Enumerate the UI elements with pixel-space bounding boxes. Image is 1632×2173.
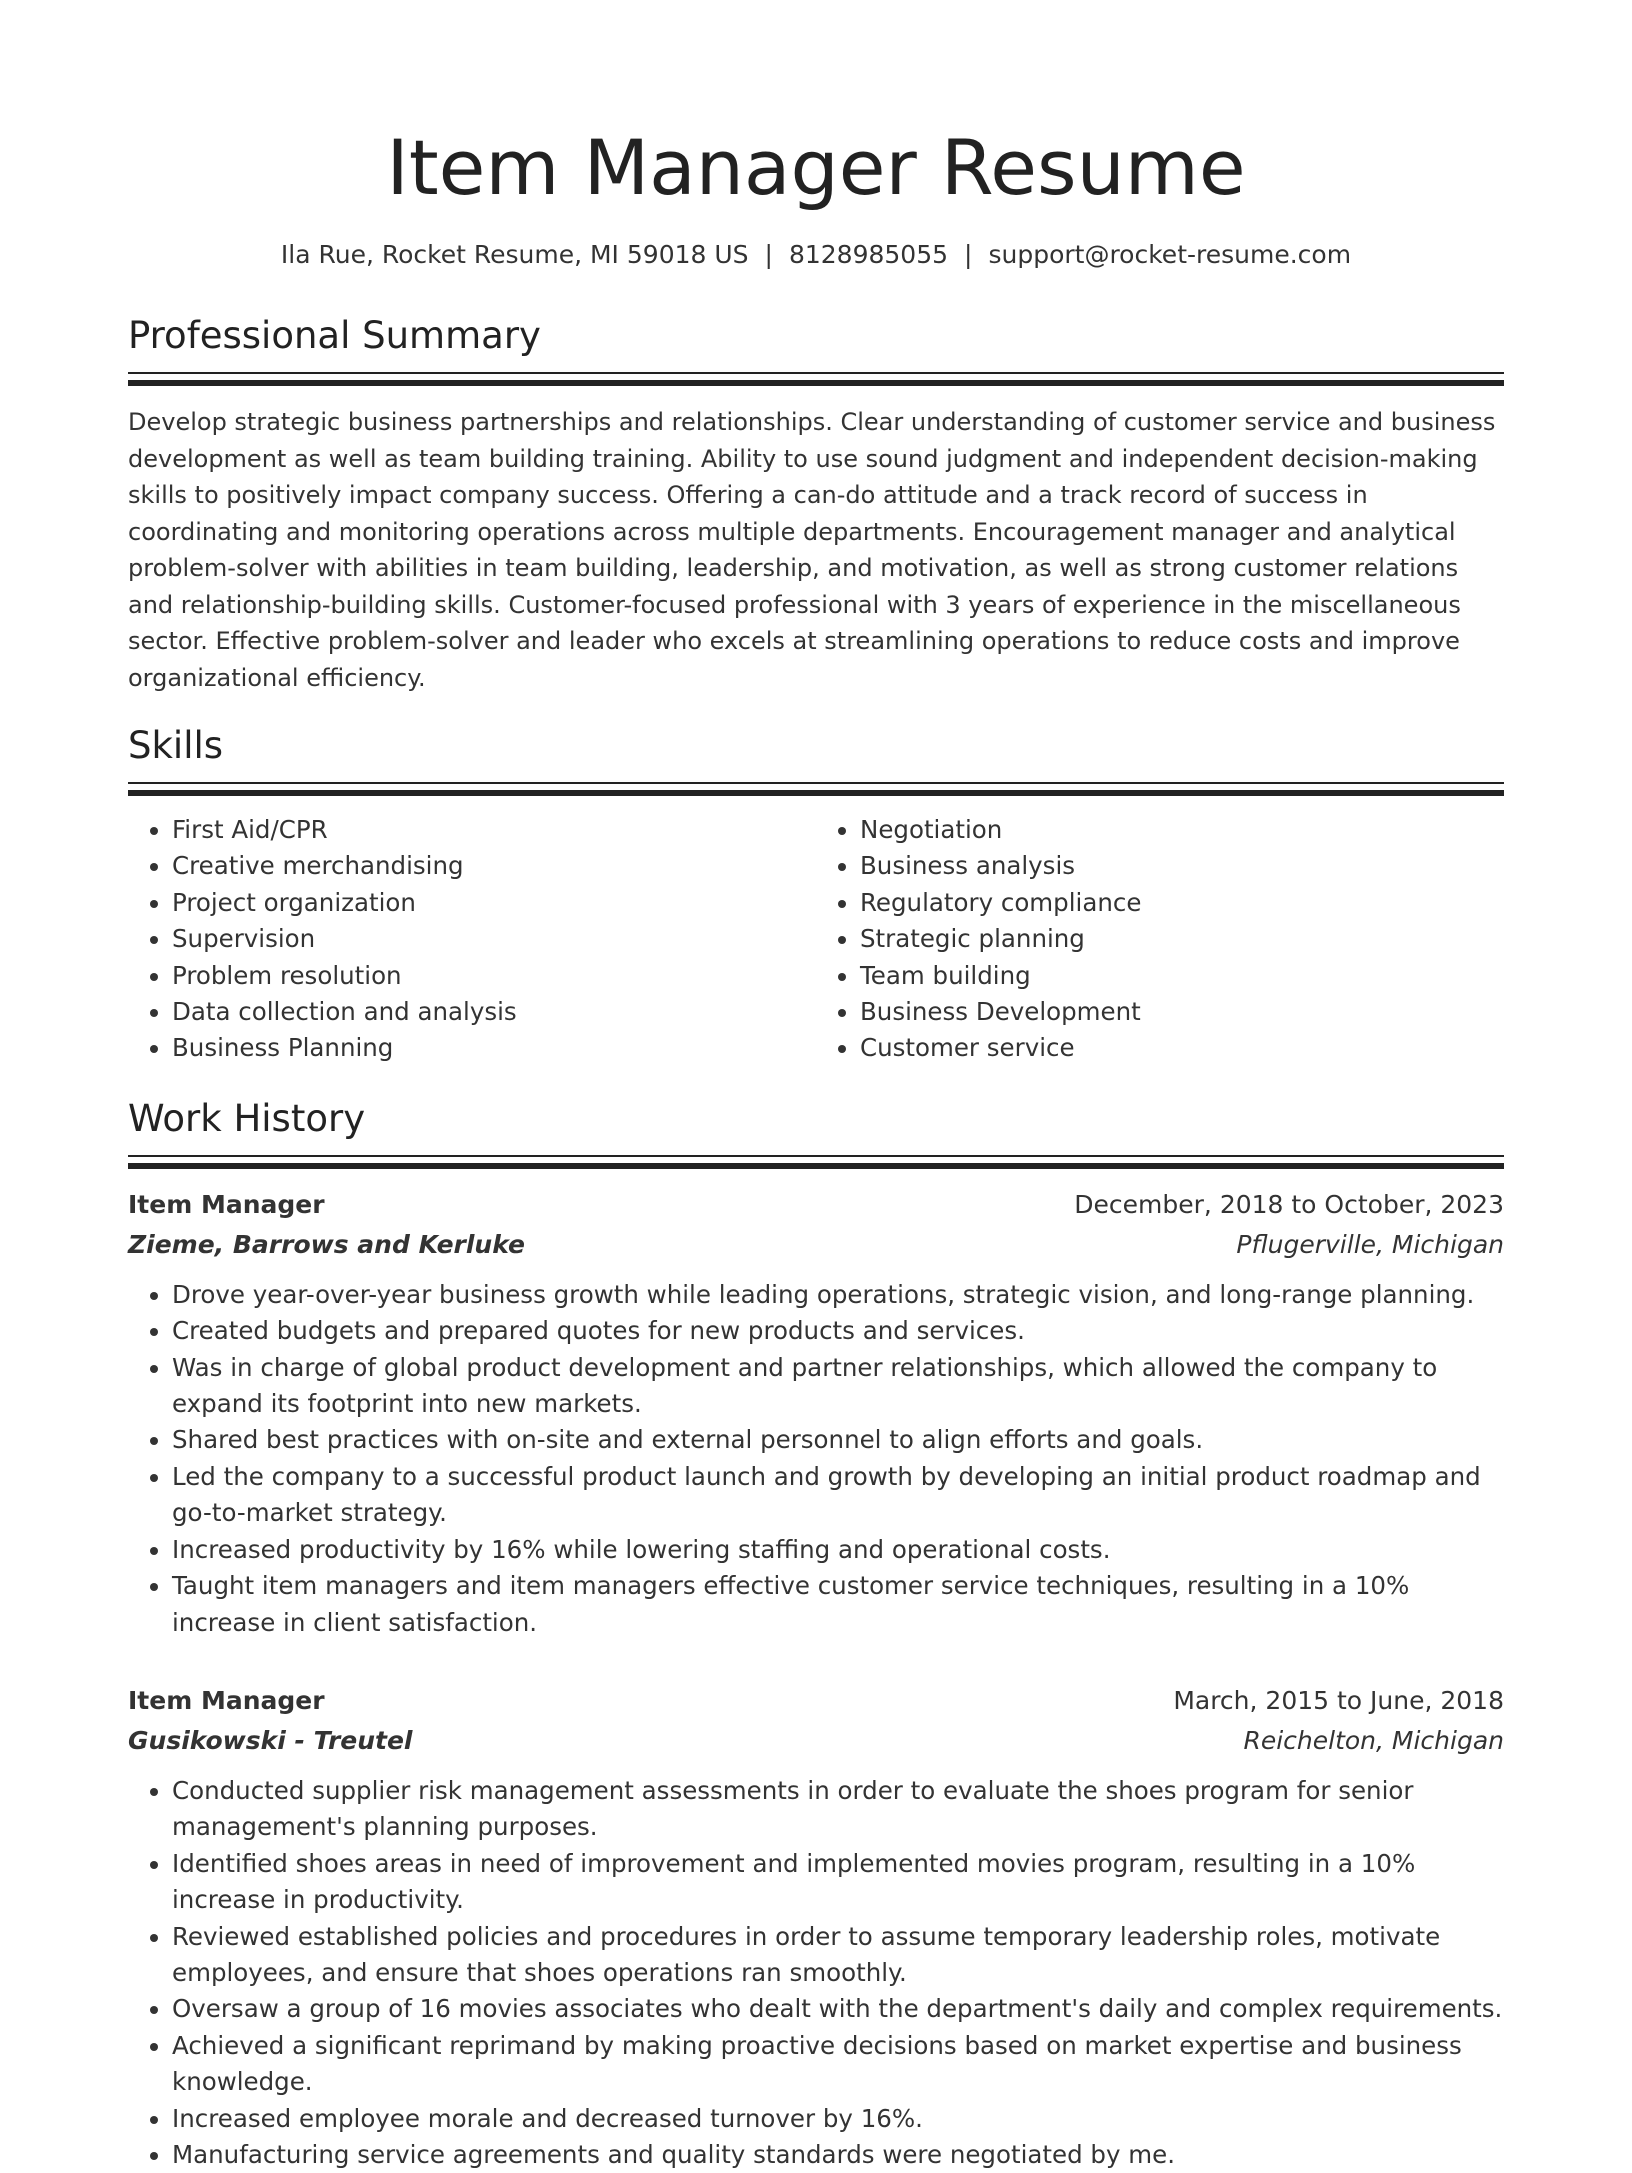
skills-section — [128, 722, 1504, 1067]
job-bullet: • Increased productivity by 16% while lowering staffing and operational costs. — [172, 1532, 1504, 1568]
professional-summary-section — [128, 312, 1504, 696]
job-entry — [128, 1185, 1504, 1641]
resume-page — [128, 0, 1504, 2173]
job-header-row — [128, 1185, 1504, 1225]
job-entry — [128, 1681, 1504, 2173]
job-location: Reichelton, Michigan — [1243, 1725, 1504, 1755]
section-heading-skills: Skills — [128, 724, 224, 767]
job-bullet: • Identified shoes areas in need of improvement and implemented movies program, resulting in a 10% increase in productivity. — [172, 1846, 1504, 1919]
contact-email: support@rocket-resume.com — [988, 240, 1352, 269]
job-title: Item Manager — [128, 1685, 325, 1715]
job-bullet: • Taught item managers and item managers effective customer service techniques, resulting in a 10% increase in client satisfaction. — [172, 1568, 1504, 1641]
job-bullet: • Shared best practices with on-site and external personnel to align efforts and goals. — [172, 1422, 1504, 1458]
job-bullets — [128, 1277, 1504, 1641]
skill-item: • Project organization — [172, 885, 816, 921]
skill-item: • Problem resolution — [172, 958, 816, 994]
skills-columns — [128, 812, 1504, 1067]
contact-separator: | — [764, 240, 773, 269]
resume-title: Item Manager Resume — [386, 123, 1246, 212]
contact-phone: 8128985055 — [788, 240, 949, 269]
skill-item: • Customer service — [860, 1030, 1504, 1066]
skill-item: • Supervision — [172, 921, 816, 957]
summary-text: Develop strategic business partnerships and relationships. Clear understanding of customer service and business development as well as team building training. Ability to use sound judgment and independent decision-making skills to positively impact company success. Offering a can-do attitude and a track record of success in coordinating and monitoring operations across multiple departments. Encouragement manager and analytical problem-solver with abilities in team building, leadership, and motivation, as well as strong customer relations and relationship-building skills. Customer-focused professional with 3 years of experience in the miscellaneous sector. Effective problem-solver and leader who excels at streamlining operations to reduce costs and improve organizational efficiency. — [128, 408, 1496, 692]
job-bullet: • Led the company to a successful product launch and growth by developing an initial product roadmap and go-to-market strategy. — [172, 1459, 1504, 1532]
section-divider — [128, 372, 1504, 374]
skill-item: • Strategic planning — [860, 921, 1504, 957]
work-history-section — [128, 1095, 1504, 2173]
section-heading-summary: Professional Summary — [128, 314, 541, 357]
job-header-row — [128, 1681, 1504, 1721]
job-dates: March, 2015 to June, 2018 — [1173, 1685, 1504, 1715]
job-bullet: • Oversaw a group of 16 movies associates who dealt with the department's daily and complex requirements. — [172, 1991, 1504, 2027]
job-bullet: • Achieved a significant reprimand by making proactive decisions based on market expertise and business knowledge. — [172, 2028, 1504, 2101]
skill-item: • First Aid/CPR — [172, 812, 816, 848]
job-bullets — [128, 1773, 1504, 2173]
job-location: Pflugerville, Michigan — [1236, 1229, 1504, 1259]
job-bullet: • Created budgets and prepared quotes for new products and services. — [172, 1313, 1504, 1349]
section-divider — [128, 782, 1504, 784]
job-company-row — [128, 1721, 1504, 1761]
skill-item: • Business Planning — [172, 1030, 816, 1066]
skill-item: • Data collection and analysis — [172, 994, 816, 1030]
contact-separator: | — [964, 240, 973, 269]
job-dates: December, 2018 to October, 2023 — [1074, 1189, 1504, 1219]
job-company: Zieme, Barrows and Kerluke — [128, 1229, 525, 1259]
job-company: Gusikowski - Treutel — [128, 1725, 413, 1755]
contact-address: Ila Rue, Rocket Resume, MI 59018 US — [280, 240, 749, 269]
skills-list-left — [128, 812, 816, 1067]
section-heading-work: Work History — [128, 1096, 366, 1140]
job-bullet: • Conducted supplier risk management assessments in order to evaluate the shoes program for senior management's planning purposes. — [172, 1773, 1504, 1846]
job-bullet: • Drove year-over-year business growth while leading operations, strategic vision, and long-range planning. — [172, 1277, 1504, 1313]
job-company-row — [128, 1225, 1504, 1265]
job-title: Item Manager — [128, 1189, 325, 1219]
skill-item: • Negotiation — [860, 812, 1504, 848]
skill-item: • Creative merchandising — [172, 848, 816, 884]
job-bullet: • Manufacturing service agreements and quality standards were negotiated by me. — [172, 2137, 1504, 2173]
skill-item: • Team building — [860, 958, 1504, 994]
section-divider — [128, 1155, 1504, 1157]
job-bullet: • Reviewed established policies and procedures in order to assume temporary leadership roles, motivate employees, and ensure that shoes operations ran smoothly. — [172, 1919, 1504, 1992]
skill-item: • Business Development — [860, 994, 1504, 1030]
skills-list-right — [816, 812, 1504, 1067]
skill-item: • Business analysis — [860, 848, 1504, 884]
contact-line — [128, 238, 1504, 272]
skill-item: • Regulatory compliance — [860, 885, 1504, 921]
job-bullet: • Was in charge of global product development and partner relationships, which allowed the company to expand its footprint into new markets. — [172, 1350, 1504, 1423]
job-bullet: • Increased employee morale and decreased turnover by 16%. — [172, 2101, 1504, 2137]
